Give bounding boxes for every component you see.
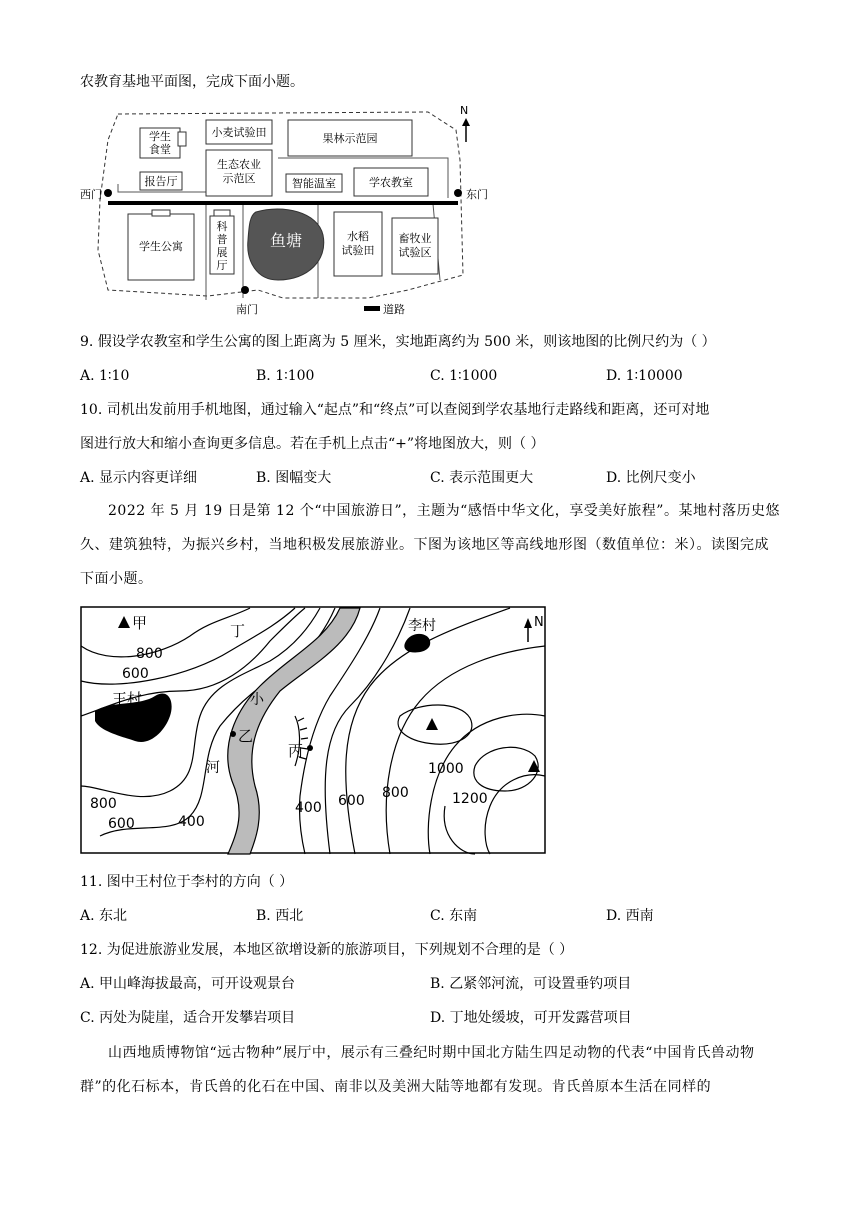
q9-option-d[interactable]: D. 1∶10000 xyxy=(606,368,683,384)
wheat-label: 小麦试验田 xyxy=(211,126,267,139)
canteen-label: 学生 xyxy=(149,130,171,143)
q9-option-b[interactable]: B. 1∶100 xyxy=(256,368,315,384)
orchard-label: 果林示范园 xyxy=(322,132,378,145)
q10-option-b[interactable]: B. 图幅变大 xyxy=(256,470,332,486)
q10-option-a[interactable]: A. 显示内容更详细 xyxy=(80,470,198,486)
q9-option-c[interactable]: C. 1∶1000 xyxy=(430,368,498,384)
eco-label: 生态农业 xyxy=(217,158,261,171)
pond-label: 鱼塘 xyxy=(269,231,303,250)
river-label-1: 小 xyxy=(250,692,264,708)
svg-text:普: 普 xyxy=(216,233,228,246)
ding-label: 丁 xyxy=(230,622,246,640)
q10-stem-line2: 图进行放大和缩小查询更多信息。若在手机上点击“+”将地图放大，则（ ） xyxy=(80,436,545,452)
elev-1200: 1200 xyxy=(452,791,488,807)
q11-option-c[interactable]: C. 东南 xyxy=(430,908,478,924)
li-label: 李村 xyxy=(408,618,436,634)
south-gate-dot xyxy=(241,286,249,294)
west-gate-label: 西门 xyxy=(80,188,102,201)
svg-text:科: 科 xyxy=(216,220,228,233)
q12-option-b[interactable]: B. 乙紧邻河流，可设置垂钓项目 xyxy=(430,976,632,992)
contour-map xyxy=(80,606,548,856)
elev-1000: 1000 xyxy=(428,761,464,777)
svg-text:展: 展 xyxy=(216,246,228,259)
svg-text:厅: 厅 xyxy=(216,259,228,272)
q10-option-c[interactable]: C. 表示范围更大 xyxy=(430,470,534,486)
q9-stem: 9. 假设学农教室和学生公寓的图上距离为 5 厘米，实地距离约为 500 米，则该地图的比例尺约为（ ） xyxy=(80,334,716,350)
q12-stem: 12. 为促进旅游业发展，本地区欲增设新的旅游项目，下列规划不合理的是（ ） xyxy=(80,942,574,958)
q11-option-b[interactable]: B. 西北 xyxy=(256,908,304,924)
legend-road-mark xyxy=(364,306,380,311)
classroom-label: 学农教室 xyxy=(369,176,413,189)
elev-600-a: 600 xyxy=(122,666,149,682)
svg-text:水稻: 水稻 xyxy=(347,230,369,243)
elev-600-c: 600 xyxy=(338,793,365,809)
west-gate-dot xyxy=(104,189,112,197)
svg-text:示范区: 示范区 xyxy=(222,172,256,185)
svg-text:食堂: 食堂 xyxy=(149,143,171,156)
passage-fossil: 山西地质博物馆“远古物种”展厅中，展示有三叠纪时期中国北方陆生四足动物的代表“中国肯氏兽动物群”的化石标本，肯氏兽的化石在中国、南非以及美洲大陆等地都有发现。肯氏兽原本生活在同样的 xyxy=(80,1045,755,1095)
apartment-label: 学生公寓 xyxy=(139,240,183,253)
report-label: 报告厅 xyxy=(144,175,178,188)
q12-option-d[interactable]: D. 丁地处缓坡，可开发露营项目 xyxy=(430,1010,632,1026)
contour-north-label: N xyxy=(534,615,544,630)
elev-400-a: 400 xyxy=(178,814,205,830)
q11-option-a[interactable]: A. 东北 xyxy=(80,908,128,924)
q12-option-a[interactable]: A. 甲山峰海拔最高，可开设观景台 xyxy=(80,976,296,992)
q9-option-a[interactable]: A. 1∶10 xyxy=(80,368,130,384)
south-gate-label: 南门 xyxy=(236,303,258,316)
q11-option-d[interactable]: D. 西南 xyxy=(606,908,654,924)
svg-text:畜牧业: 畜牧业 xyxy=(398,232,432,245)
svg-text:试验田: 试验田 xyxy=(341,244,375,257)
passage-tourism-day: 2022 年 5 月 19 日是第 12 个“中国旅游日”，主题为“感悟中华文化，享受美好旅程”。某地村落历史悠久、建筑独特，为振兴乡村，当地积极发展旅游业。下图为该地区等高线地形图（数值单位：米）。读图完成下面小题。 xyxy=(80,503,780,587)
elev-400-b: 400 xyxy=(295,800,322,816)
east-gate-dot xyxy=(454,189,462,197)
intro-line: 农教育基地平面图，完成下面小题。 xyxy=(80,74,304,90)
q10-option-d[interactable]: D. 比例尺变小 xyxy=(606,470,696,486)
elev-800-b: 800 xyxy=(90,796,117,812)
wang-label: 王村 xyxy=(112,690,143,708)
jia-label: 甲 xyxy=(132,614,148,632)
svg-text:试验区: 试验区 xyxy=(398,246,432,259)
elev-800-a: 800 xyxy=(136,646,163,662)
east-gate-label: 东门 xyxy=(466,188,488,201)
q11-stem: 11. 图中王村位于李村的方向（ ） xyxy=(80,874,294,890)
elev-800-c: 800 xyxy=(382,785,409,801)
greenhouse-label: 智能温室 xyxy=(292,177,336,190)
legend-road-label: 道路 xyxy=(383,303,405,316)
river-label-2: 河 xyxy=(206,760,220,776)
school-plan-map xyxy=(78,100,498,320)
bing-label: 丙 xyxy=(288,742,304,760)
q12-option-c[interactable]: C. 丙处为陡崖，适合开发攀岩项目 xyxy=(80,1010,296,1026)
north-label: N xyxy=(460,104,469,117)
q10-stem-line1: 10. 司机出发前用手机地图，通过输入“起点”和“终点”可以查阅到学农基地行走路线和距离，还可对地 xyxy=(80,402,710,418)
elev-600-b: 600 xyxy=(108,816,135,832)
yi-label: 乙 xyxy=(238,727,254,745)
